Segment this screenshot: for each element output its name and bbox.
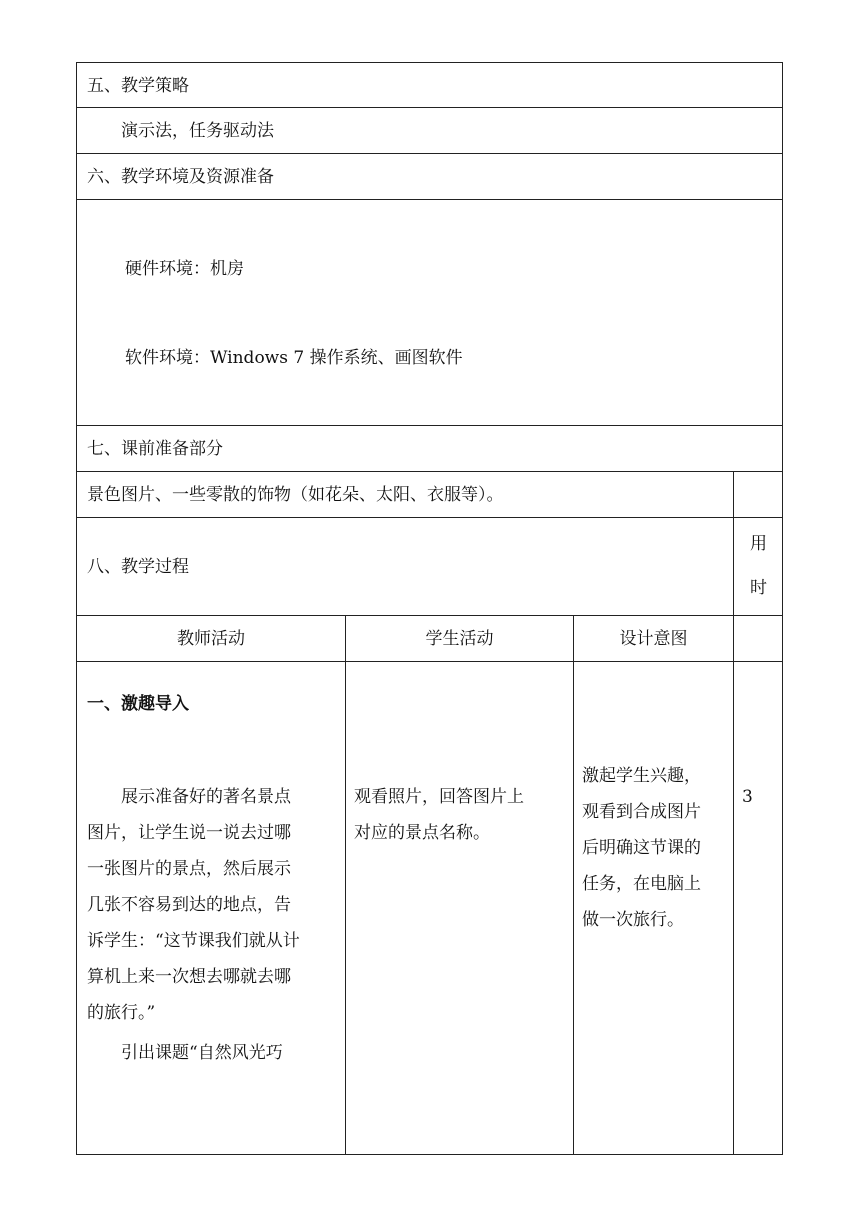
section-6-title-row xyxy=(76,154,783,200)
header-design-label: 设计意图 xyxy=(619,628,688,649)
header-teacher-activity xyxy=(77,616,345,661)
section-8-title-row xyxy=(76,518,783,616)
time-value: 3 xyxy=(742,787,753,807)
header-design-intent xyxy=(573,616,733,661)
time-header-char-1: 用 xyxy=(750,534,767,554)
time-header-cell xyxy=(733,518,783,615)
design-line: 任务，在电脑上 xyxy=(582,874,701,894)
header-student-activity xyxy=(345,616,573,661)
header-time-empty xyxy=(733,616,783,661)
header-teacher-label: 教师活动 xyxy=(177,628,245,649)
teacher-line: 的旅行。” xyxy=(87,1003,156,1023)
design-intent-cell xyxy=(573,662,733,1154)
design-line: 激起学生兴趣， xyxy=(582,766,701,786)
teacher-line-tail: 引出课题“自然风光巧 xyxy=(121,1043,283,1063)
section-6-title: 六、教学环境及资源准备 xyxy=(87,167,274,187)
design-line: 观看到合成图片 xyxy=(582,802,701,822)
table-row xyxy=(76,662,783,1155)
teacher-line: 算机上来一次想去哪就去哪 xyxy=(87,967,291,987)
table-header-row xyxy=(76,616,783,662)
teacher-line: 诉学生：“这节课我们就从计 xyxy=(87,931,300,951)
section-5-title-row xyxy=(76,62,783,108)
student-line: 观看照片，回答图片上 xyxy=(354,787,524,807)
teacher-line: 展示准备好的著名景点 xyxy=(121,787,291,807)
software-environment: 软件环境：Windows 7 操作系统、画图软件 xyxy=(125,348,463,368)
time-header-char-2: 时 xyxy=(750,578,767,598)
section-5-body: 演示法，任务驱动法 xyxy=(121,121,274,141)
hardware-environment: 硬件环境：机房 xyxy=(125,259,244,279)
section-8-title: 八、教学过程 xyxy=(87,557,189,577)
section-7-title: 七、课前准备部分 xyxy=(87,439,223,459)
teacher-line: 一张图片的景点，然后展示 xyxy=(87,859,291,879)
design-line: 后明确这节课的 xyxy=(582,838,701,858)
section-7-time-cell xyxy=(733,472,783,517)
section-6-body-row xyxy=(76,200,783,426)
section-5-body-row xyxy=(76,108,783,154)
time-cell xyxy=(733,662,783,1154)
section-7-title-row xyxy=(76,426,783,472)
lesson-plan-document xyxy=(76,62,783,1155)
student-activity-cell xyxy=(345,662,573,1154)
student-line: 对应的景点名称。 xyxy=(354,823,490,843)
section-5-title: 五、教学策略 xyxy=(87,76,189,96)
teacher-line: 图片，让学生说一说去过哪 xyxy=(87,823,291,843)
teacher-line: 几张不容易到达的地点，告 xyxy=(87,895,291,915)
design-line: 做一次旅行。 xyxy=(582,910,684,930)
section-7-body-row xyxy=(76,472,783,518)
teacher-activity-cell xyxy=(77,662,345,1154)
header-student-label: 学生活动 xyxy=(425,628,494,649)
section-7-body: 景色图片、一些零散的饰物（如花朵、太阳、衣服等）。 xyxy=(87,485,504,505)
design-paragraph xyxy=(582,758,701,938)
stage-heading: 一、激趣导入 xyxy=(87,694,189,714)
student-paragraph xyxy=(354,779,524,851)
teacher-paragraph xyxy=(87,779,343,1071)
